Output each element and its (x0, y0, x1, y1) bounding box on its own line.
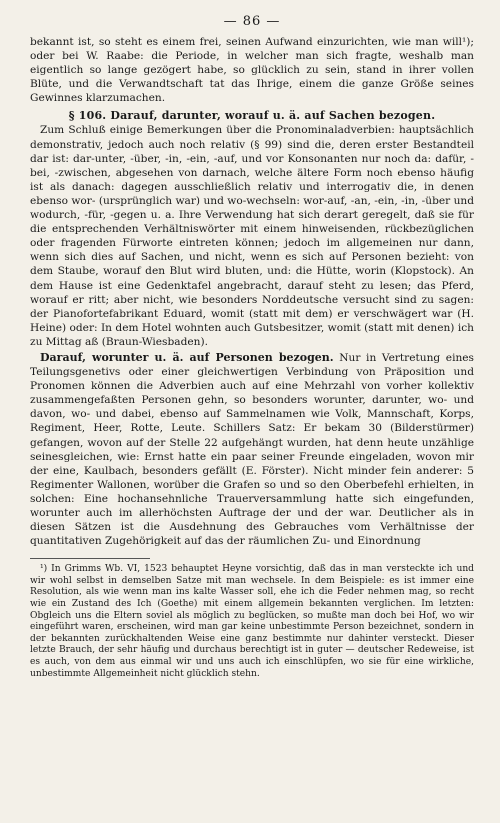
body-paragraph-2: Zum Schluß einige Bemerkungen über die Pronominaladverbien: hauptsächlich demonstrativ, jedoch auch noch relativ (§ 99) sind die, deren erster Bestandteil dar ist: dar-unter, -über, -in, -ein, -auf, und vor Konsonanten nur noch da: dafür, -bei, -zwischen, abgesehen von darnach, welche ältere Form noch ebenso häufig ist als danach: dagegen ausschließlich relativ und interrogativ die, in denen ebenso wor- (ursprünglich war) und wo-wechseln: wor-auf, -an, -ein, -in, -über und wodurch, -für, -gegen u. a. Ihre Verwendung hat sich derart geregelt, daß sie für die entsprechenden Verhältniswörter mit einem hinweisenden, rückbezüglichen oder fragenden Fürworte eintreten können; jedoch im allgemeinen nur dann, wenn sich dies auf Sachen, und nicht, wenn es sich auf Personen bezieht: von dem Staube, worauf den Blut wird bluten, und: die Hütte, worin (Klopstock). An dem Hause ist eine Gedenktafel angebracht, darauf steht zu lesen; das Pferd, worauf er ritt; aber nicht, wie besonders Norddeutsche versucht sind zu sagen: der Pianofortefabrikant Eduard, womit (statt mit dem) er verschwägert war (H. Heine) oder: In dem Hotel wohnten auch Gutsbesitzer, womit (statt mit denen) ich zu Mittag aß (Braun-Wiesbaden). (30, 124, 474, 348)
body-paragraph-3-text: Nur in Vertretung eines Teilungsgenetivs oder einer gleichwertigen Verbindung von Präposition und Pronomen können die Adverbien auch auf eine Mehrzahl von vorher kollektiv zusammengefaßten Personen gehn, so besonders worunter, darunter, wo- und davon, wo- und dabei, ebenso auf Sammelnamen wie Volk, Mannschaft, Korps, Regiment, Heer, Rotte, Leute. Schillers Satz: Er bekam 30 (Bilderstürmer) gefangen, wovon auf der Stelle 22 aufgehängt wurden, hat denn heute unzählige seinesgleichen, wie: Ernst hatte ein paar seiner Freunde eingeladen, wovon mir der eine, Kaulbach, besonders gefällt (E. Förster). Nicht minder fein anderer: 5 Regimenter Wallonen, worüber die Grafen so und so den Oberbefehl erhielten, in solchen: Eine hochansehnliche Trauerversammlung hatte sich eingefunden, worunter auch im allerhöchsten Auftrage der und der war. Deutlicher als in diesen Sätzen ist die Ausdehnung des Gebrauches vom Verhältnisse der quantitativen Zugehörigkeit auf das der räumlichen Zu- und Einordnung (30, 351, 474, 548)
footnote (30, 564, 474, 680)
footnote-divider (30, 558, 150, 559)
body-paragraph-1: bekannt ist, so steht es einem frei, seinen Aufwand einzurichten, wie man will¹); oder bei W. Raabe: die Periode, in welcher man sich fragte, weshalb man eigentlich so lange gezögert habe, so glücklich zu sein, stand in ihrer vollen Blüte, und die Verwandtschaft tat das Ihrige, einem die ganze Größe seines Gewinnes klarzumachen. (30, 36, 474, 105)
footnote-text: ¹) In Grimms Wb. VI, 1523 behauptet Heyne vorsichtig, daß das in man versteckte ich und wir wohl selbst in demselben Satze mit man wechsele. In dem Beispiele: es ist immer eine Resolution, als wie wenn man ins kalte Wasser soll, ehe ich die Feder nehmen mag, so recht wie ein Zustand des Ich (Goethe) mit einem allgemein bekannten verglichen. Im letzten: Obgleich uns die Eltern soviel als möglich zu beglücken, so mußte man doch bei Hof, wo wir eingeführt waren, erscheinen, wird man gar keine unbestimmte Person bezeichnet, sondern in der bekannten zurückhaltenden Weise eine ganz bestimmte nur dahinter versteckt. Dieser letzte Brauch, der sehr häufig und durchaus berechtigt ist in guter — deutscher Redeweise, ist es auch, von dem aus einmal wir und uns auch ich einschlüpfen, wo sie für eine wirkliche, unbestimmte Allgemeinheit nicht glücklich stehn. (30, 564, 474, 679)
body-paragraph-3 (30, 351, 474, 548)
subheading-persons: Darauf, worunter u. ä. auf Personen bezogen. (40, 350, 334, 364)
page-number: — 86 — (223, 14, 281, 29)
section-heading: § 106. Darauf, darunter, worauf u. ä. auf Sachen bezogen. (68, 109, 436, 123)
